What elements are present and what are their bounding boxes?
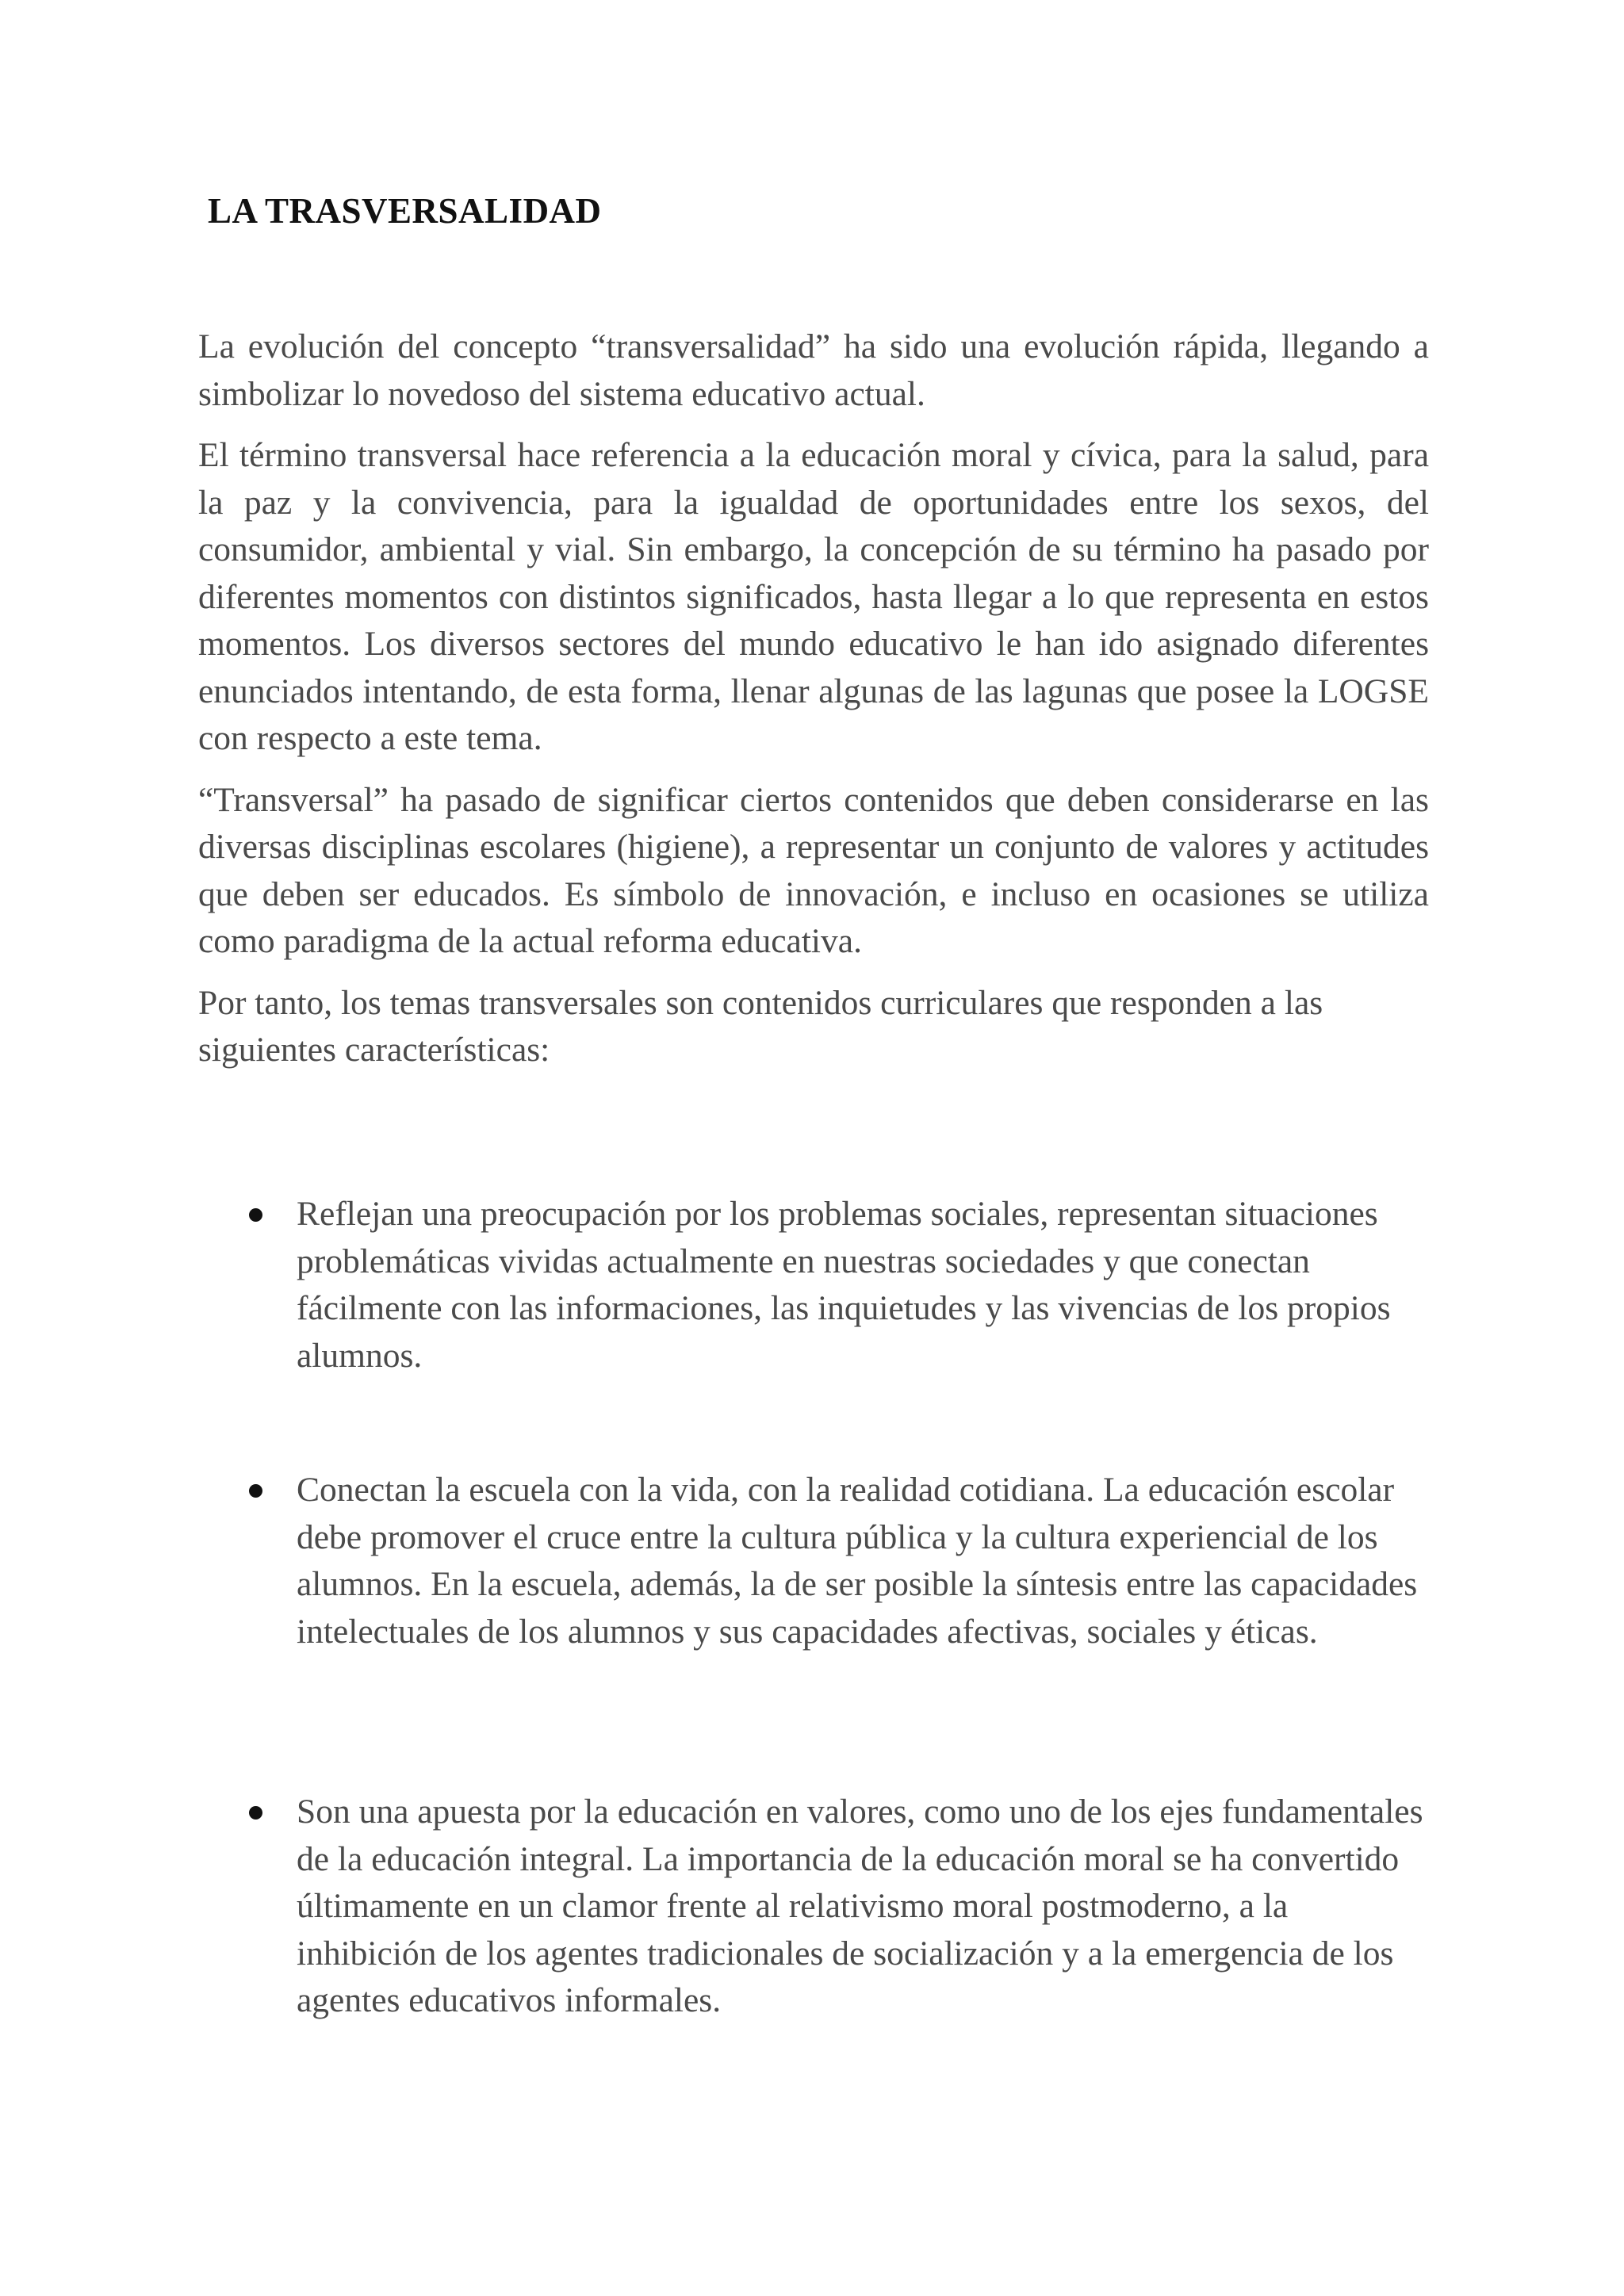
paragraph-evolution: “Transversal” ha pasado de significar ciertos contenidos que deben considerarse en las diversas disciplinas escolares (higiene), a representar un conjunto de valores y actitudes que deben ser educados. Es símbolo de innovación, e incluso en ocasiones se utiliza como paradigma de la actual reforma educativa. xyxy=(198,780,1429,960)
paragraph-definition: El término transversal hace referencia a la educación moral y cívica, para la salud, para la paz y la convivencia, para la igualdad de oportunidades entre los sexos, del consumidor, ambiental y vial. Sin embargo, la concepción de su término ha pasado por diferentes momentos con distintos significados, hasta llegar a lo que representa en estos momentos. Los diversos sectores del mundo educativo le han ido asignado diferentes enunciados intentando, de esta forma, llenar algunas de las lagunas que posee la LOGSE con respecto a este tema. xyxy=(198,436,1429,757)
list-item-text: Reflejan una preocupación por los problemas sociales, representan situaciones problemáticas vividas actualmente en nuestras sociedades y que conectan fácilmente con las informaciones, las inquietudes y las vivencias de los propios alumnos. xyxy=(297,1195,1391,1375)
document-body xyxy=(198,323,1429,1089)
paragraph-characteristics-intro: Por tanto, los temas transversales son contenidos curriculares que responden a las siguientes características: xyxy=(198,983,1323,1069)
paragraph-intro: La evolución del concepto “transversalidad” ha sido una evolución rápida, llegando a simbolizar lo novedoso del sistema educativo actual. xyxy=(198,327,1429,413)
list-item-text: Conectan la escuela con la vida, con la realidad cotidiana. La educación escolar debe promover el cruce entre la cultura pública y la cultura experiencial de los alumnos. En la escuela, además, la de ser posible la síntesis entre las capacidades intelectuales de los alumnos y sus capacidades afectivas, sociales y éticas. xyxy=(297,1471,1418,1651)
bullet-icon xyxy=(249,1208,262,1222)
bullet-icon xyxy=(249,1484,262,1498)
list-item-text: Son una apuesta por la educación en valores, como uno de los ejes fundamentales de la educación integral. La importancia de la educación moral se ha convertido últimamente en un clamor frente al relativismo moral postmoderno, a la inhibición de los agentes tradicionales de socialización y a la emergencia de los agentes educativos informales. xyxy=(297,1793,1423,2019)
bullet-icon xyxy=(249,1806,262,1820)
document-title: LA TRASVERSALIDAD xyxy=(208,191,602,231)
